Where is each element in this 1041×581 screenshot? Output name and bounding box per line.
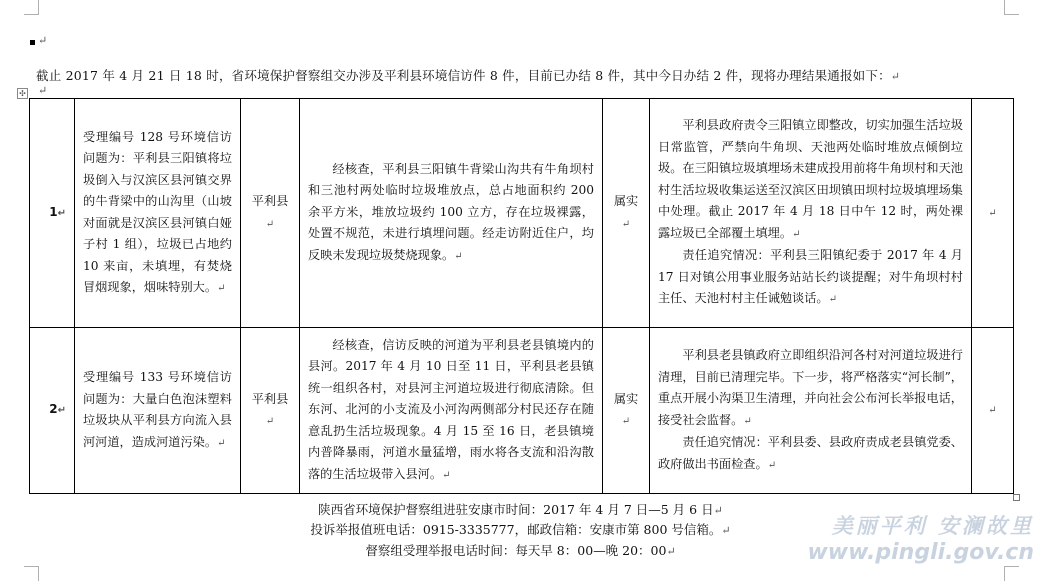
bullet-marker xyxy=(30,40,35,45)
handling-cell xyxy=(650,328,972,494)
verdict-cell: 属实↵ xyxy=(603,99,650,328)
county-cell: 平利县↵ xyxy=(241,99,300,328)
table-row xyxy=(30,328,1014,494)
table-move-handle-icon[interactable]: ✣ xyxy=(17,88,28,99)
investigation-cell: 经核查，信访反映的河道为平利县老县镇境内的县河。2017 年 4 月 10 日至 11 日，平利县老县镇统一组织各村，对县河主河道垃圾进行彻底清除。但东河、北河的小支流及小河沟两侧部分村民还存在随意乱扔生活垃圾现象。4 月 15 至 16 日，老县镇境内普降暴雨，河道水量猛增，雨水将各支流和沿沟散落的生活垃圾带入县河。↵ xyxy=(300,328,603,494)
paragraph-mark: ↵ xyxy=(38,84,48,97)
complaint-cell: 受理编号 133 号环境信访问题为：大量白色泡沫塑料垃圾块从平利县方向流入县河河道，造成河道污染。↵ xyxy=(75,328,241,494)
footer-inspection-period: 陕西省环境保护督察组进驻安康市时间：2017 年 4 月 7 日—5 月 6 日↵ xyxy=(318,502,723,517)
crop-mark-bottom-left xyxy=(24,566,39,581)
investigation-cell: 经核查，平利县三阳镇牛背梁山沟共有牛角坝村和三池村两处临时垃圾堆放点，总占地面积约 200 余平方米，堆放垃圾约 100 立方，存在垃圾裸露，处置不规范，未进行填埋问题。经走访附近住户，均反映未发现垃圾焚烧现象。↵ xyxy=(300,99,603,328)
empty-cell: ↵ xyxy=(972,99,1014,328)
verdict-cell: 属实↵ xyxy=(603,328,650,494)
accountability-note: 责任追究情况：平利县委、县政府责成老县镇党委、政府做出书面检查。↵ xyxy=(658,435,963,471)
row-number-cell: 2↵ xyxy=(30,328,75,494)
site-watermark xyxy=(784,510,1034,565)
intro-paragraph: 截止 2017 年 4 月 21 日 18 时，省环境保护督察组交办涉及平利县环境信访件 8 件，目前已办结 8 件，其中今日办结 2 件，现将办理结果通报如下：↵ xyxy=(36,68,901,83)
row-number-cell: 1↵ xyxy=(30,99,75,328)
watermark-url: www.pingli.gov.cn xyxy=(807,540,1034,565)
crop-mark-bottom-right xyxy=(1004,566,1019,581)
table-row xyxy=(30,99,1014,328)
empty-cell: ↵ xyxy=(972,328,1014,494)
county-cell: 平利县↵ xyxy=(241,328,300,494)
watermark-slogan: 美丽平利 安澜故里 xyxy=(831,514,1034,538)
handling-cell xyxy=(650,99,972,328)
handling-result: 平利县老县镇政府立即组织沿河各村对河道垃圾进行清理，目前已清理完毕。下一步，将严格落实“河长制”，重点开展小沟渠卫生清理，并向社会公布河长举报电话，接受社会监督。↵ xyxy=(658,348,963,427)
footer-hotline: 投诉举报值班电话：0915-3335777，邮政信箱：安康市第 800 号信箱。↵ xyxy=(310,522,731,537)
accountability-note: 责任追究情况：平利县三阳镇纪委于 2017 年 4 月 17 日对镇公用事业服务站站长约谈提醒；对牛角坝村村主任、天池村村主任诫勉谈话。↵ xyxy=(658,248,963,306)
handling-result: 平利县政府责令三阳镇立即整改，切实加强生活垃圾日常监管，严禁向牛角坝、天池两处临时堆放点倾倒垃圾。在三阳镇垃圾填埋场未建成投用前将牛角坝村和天池村生活垃圾收集运送至汉滨区田坝镇田坝村垃圾填埋场集中处理。截止 2017 年 4 月 18 日中午 12 时，两处裸露垃圾已全部覆土填埋。↵ xyxy=(658,118,963,240)
complaint-table xyxy=(29,98,1014,494)
crop-mark-top-left xyxy=(24,0,39,15)
crop-mark-top-right xyxy=(1004,0,1019,15)
paragraph-mark: ↵ xyxy=(38,34,48,47)
footer-hotline-hours: 督察组受理举报电话时间：每天早 8：00—晚 20：00↵ xyxy=(365,543,676,558)
complaint-cell: 受理编号 128 号环境信访问题为：平利县三阳镇将垃圾倒入与汉滨区县河镇交界的牛背梁中的山沟里（山坡对面就是汉滨区县河镇白娅子村 1 组），垃圾已占地约 10 来亩，未填埋，有焚烧冒烟现象，烟味特别大。↵ xyxy=(75,99,241,328)
